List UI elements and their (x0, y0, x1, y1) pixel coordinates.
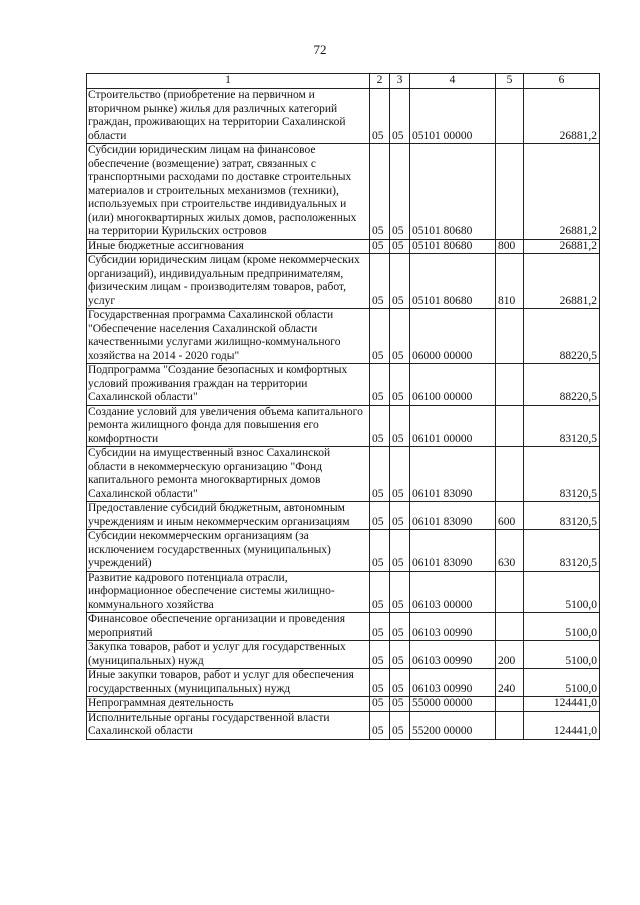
col-header-subsection: 3 (390, 74, 410, 89)
row-name: Субсидии некоммерческим организациям (за исключением государственных (муниципальных) учреждений) (87, 530, 370, 572)
row-subsection: 05 (390, 613, 410, 641)
row-amount: 124441,0 (524, 697, 600, 712)
row-amount: 5100,0 (524, 669, 600, 697)
row-expense-type (496, 309, 524, 364)
row-name: Создание условий для увеличения объема капитального ремонта жилищного фонда для повышения его комфортности (87, 405, 370, 447)
table-body (87, 89, 600, 740)
row-target-article: 05101 80680 (410, 144, 496, 240)
col-header-section: 2 (370, 74, 390, 89)
page-number: 72 (313, 42, 327, 57)
row-name: Иные бюджетные ассигнования (87, 239, 370, 254)
row-section: 05 (370, 502, 390, 530)
row-name: Непрограммная деятельность (87, 697, 370, 712)
table-row (87, 613, 600, 641)
row-amount: 83120,5 (524, 530, 600, 572)
row-subsection: 05 (390, 571, 410, 613)
table-row (87, 309, 600, 364)
row-section: 05 (370, 309, 390, 364)
row-section: 05 (370, 641, 390, 669)
row-target-article: 06101 00000 (410, 405, 496, 447)
row-section: 05 (370, 89, 390, 144)
row-expense-type (496, 613, 524, 641)
row-section: 05 (370, 669, 390, 697)
row-target-article: 55000 00000 (410, 697, 496, 712)
row-section: 05 (370, 144, 390, 240)
row-expense-type (496, 405, 524, 447)
table-row (87, 447, 600, 502)
row-name: Подпрограмма "Создание безопасных и комфортных условий проживания граждан на территории Сахалинской области" (87, 364, 370, 406)
table-row (87, 405, 600, 447)
row-target-article: 55200 00000 (410, 711, 496, 739)
row-target-article: 05101 00000 (410, 89, 496, 144)
row-subsection: 05 (390, 89, 410, 144)
table-row (87, 502, 600, 530)
table-row (87, 239, 600, 254)
row-section: 05 (370, 697, 390, 712)
row-section: 05 (370, 530, 390, 572)
row-amount: 26881,2 (524, 89, 600, 144)
row-subsection: 05 (390, 447, 410, 502)
row-subsection: 05 (390, 254, 410, 309)
table-row (87, 254, 600, 309)
row-expense-type (496, 364, 524, 406)
row-target-article: 05101 80680 (410, 254, 496, 309)
row-section: 05 (370, 364, 390, 406)
row-target-article: 06100 00000 (410, 364, 496, 406)
row-expense-type: 600 (496, 502, 524, 530)
table-row (87, 364, 600, 406)
col-header-expense-type: 5 (496, 74, 524, 89)
row-subsection: 05 (390, 364, 410, 406)
table-row (87, 144, 600, 240)
row-expense-type: 810 (496, 254, 524, 309)
row-name: Финансовое обеспечение организации и проведения мероприятий (87, 613, 370, 641)
row-expense-type (496, 697, 524, 712)
col-header-name: 1 (87, 74, 370, 89)
row-target-article: 06103 00990 (410, 613, 496, 641)
row-subsection: 05 (390, 669, 410, 697)
row-name: Исполнительные органы государственной власти Сахалинской области (87, 711, 370, 739)
col-header-amount: 6 (524, 74, 600, 89)
row-amount: 83120,5 (524, 447, 600, 502)
row-subsection: 05 (390, 697, 410, 712)
row-amount: 26881,2 (524, 254, 600, 309)
row-name: Субсидии юридическим лицам на финансовое обеспечение (возмещение) затрат, связанных с транспортными расходами по доставке строительных материалов и строительных механизмов (техники), используемых при строительстве индивидуальных и (или) многоквартирных жилых домов, расположенных на территории Курильских островов (87, 144, 370, 240)
row-section: 05 (370, 239, 390, 254)
row-subsection: 05 (390, 711, 410, 739)
row-name: Строительство (приобретение на первичном и вторичном рынке) жилья для различных категорий граждан, проживающих на территории Сахалинской области (87, 89, 370, 144)
row-amount: 83120,5 (524, 405, 600, 447)
table-row (87, 571, 600, 613)
row-subsection: 05 (390, 405, 410, 447)
row-target-article: 06103 00990 (410, 669, 496, 697)
row-name: Субсидии на имущественный взнос Сахалинской области в некоммерческую организацию "Фонд капитального ремонта многоквартирных домов Сахалинской области" (87, 447, 370, 502)
row-amount: 5100,0 (524, 613, 600, 641)
row-section: 05 (370, 711, 390, 739)
table-row (87, 641, 600, 669)
row-name: Государственная программа Сахалинской области "Обеспечение населения Сахалинской области качественными услугами жилищно-коммунального хозяйства на 2014 - 2020 годы" (87, 309, 370, 364)
row-expense-type (496, 447, 524, 502)
row-section: 05 (370, 447, 390, 502)
table-row (87, 530, 600, 572)
row-expense-type (496, 89, 524, 144)
header-row (87, 74, 600, 89)
row-subsection: 05 (390, 144, 410, 240)
row-name: Закупка товаров, работ и услуг для государственных (муниципальных) нужд (87, 641, 370, 669)
row-amount: 5100,0 (524, 641, 600, 669)
row-subsection: 05 (390, 641, 410, 669)
row-amount: 5100,0 (524, 571, 600, 613)
row-target-article: 06103 00000 (410, 571, 496, 613)
row-amount: 83120,5 (524, 502, 600, 530)
table-row (87, 697, 600, 712)
row-target-article: 06000 00000 (410, 309, 496, 364)
row-section: 05 (370, 613, 390, 641)
row-section: 05 (370, 254, 390, 309)
table-row (87, 669, 600, 697)
row-target-article: 06101 83090 (410, 447, 496, 502)
row-target-article: 06103 00990 (410, 641, 496, 669)
row-expense-type (496, 711, 524, 739)
row-amount: 88220,5 (524, 364, 600, 406)
row-expense-type: 240 (496, 669, 524, 697)
table-row (87, 711, 600, 739)
row-expense-type: 630 (496, 530, 524, 572)
row-subsection: 05 (390, 309, 410, 364)
row-subsection: 05 (390, 502, 410, 530)
row-name: Субсидии юридическим лицам (кроме некоммерческих организаций), индивидуальным предпринимателям, физическим лицам - производителям товаров, работ, услуг (87, 254, 370, 309)
budget-table (86, 73, 600, 740)
row-expense-type (496, 571, 524, 613)
row-section: 05 (370, 405, 390, 447)
row-target-article: 05101 80680 (410, 239, 496, 254)
row-subsection: 05 (390, 239, 410, 254)
row-expense-type (496, 144, 524, 240)
row-amount: 26881,2 (524, 144, 600, 240)
row-expense-type: 800 (496, 239, 524, 254)
col-header-target-article: 4 (410, 74, 496, 89)
row-expense-type: 200 (496, 641, 524, 669)
row-name: Развитие кадрового потенциала отрасли, информационное обеспечение системы жилищно-коммунального хозяйства (87, 571, 370, 613)
row-amount: 88220,5 (524, 309, 600, 364)
row-target-article: 06101 83090 (410, 530, 496, 572)
row-target-article: 06101 83090 (410, 502, 496, 530)
row-section: 05 (370, 571, 390, 613)
row-subsection: 05 (390, 530, 410, 572)
row-amount: 26881,2 (524, 239, 600, 254)
row-amount: 124441,0 (524, 711, 600, 739)
row-name: Предоставление субсидий бюджетным, автономным учреждениям и иным некоммерческим организациям (87, 502, 370, 530)
table-row (87, 89, 600, 144)
row-name: Иные закупки товаров, работ и услуг для обеспечения государственных (муниципальных) нужд (87, 669, 370, 697)
